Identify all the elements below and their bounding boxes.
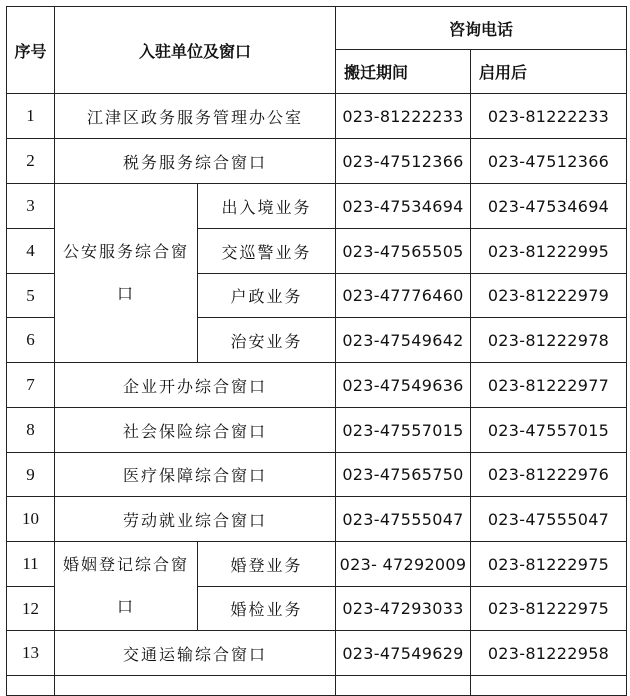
phone-before: 023-47776460	[336, 274, 471, 318]
phone-before: 023-47565750	[336, 453, 471, 497]
header-seq: 序号	[7, 7, 55, 94]
table-row	[7, 631, 627, 676]
header-phone: 咨询电话	[336, 7, 627, 50]
sub-unit: 婚登业务	[198, 542, 336, 587]
sub-unit: 出入境业务	[198, 184, 336, 229]
table-row	[7, 139, 627, 184]
header-before: 搬迁期间	[336, 50, 471, 94]
phone-after: 023-81222978	[471, 318, 627, 363]
table-row	[7, 497, 627, 542]
phone-after: 023-81222979	[471, 274, 627, 318]
row-number: 8	[7, 408, 55, 453]
contact-table	[6, 6, 627, 696]
header-after: 启用后	[471, 50, 627, 94]
row-number: 7	[7, 363, 55, 408]
group-marriage: 婚姻登记综合窗口	[55, 542, 198, 631]
phone-before: 023-47549636	[336, 363, 471, 408]
row-number: 2	[7, 139, 55, 184]
phone-before: 023-47549629	[336, 631, 471, 676]
table-row	[7, 94, 627, 139]
sub-unit: 户政业务	[198, 274, 336, 318]
sub-unit: 婚检业务	[198, 587, 336, 631]
unit-name: 社会保险综合窗口	[55, 408, 336, 453]
phone-after: 023-81222977	[471, 363, 627, 408]
phone-after: 023-47512366	[471, 139, 627, 184]
row-number: 9	[7, 453, 55, 497]
row-number: 11	[7, 542, 55, 587]
unit-name: 医疗保障综合窗口	[55, 453, 336, 497]
row-number: 5	[7, 274, 55, 318]
phone-before: 023-47555047	[336, 497, 471, 542]
phone-after: 023-47557015	[471, 408, 627, 453]
phone-after: 023-81222958	[471, 631, 627, 676]
row-number: 3	[7, 184, 55, 229]
phone-after: 023-81222233	[471, 94, 627, 139]
unit-name: 企业开办综合窗口	[55, 363, 336, 408]
phone-after: 023-81222975	[471, 587, 627, 631]
row-number: 13	[7, 631, 55, 676]
phone-before: 023-47293033	[336, 587, 471, 631]
phone-before: 023-47557015	[336, 408, 471, 453]
phone-after: 023-47555047	[471, 497, 627, 542]
phone-before: 023- 47292009	[336, 542, 471, 587]
phone-before: 023-47534694	[336, 184, 471, 229]
row-number: 4	[7, 229, 55, 274]
table-row	[7, 542, 627, 587]
phone-before: 023-47549642	[336, 318, 471, 363]
phone-after: 023-81222975	[471, 542, 627, 587]
sub-unit: 交巡警业务	[198, 229, 336, 274]
row-number: 1	[7, 94, 55, 139]
phone-after: 023-81222995	[471, 229, 627, 274]
group-police: 公安服务综合窗口	[55, 184, 198, 363]
table-row	[7, 363, 627, 408]
sub-unit: 治安业务	[198, 318, 336, 363]
phone-before: 023-47565505	[336, 229, 471, 274]
unit-name: 江津区政务服务管理办公室	[55, 94, 336, 139]
row-number: 12	[7, 587, 55, 631]
row-number: 6	[7, 318, 55, 363]
unit-name: 交通运输综合窗口	[55, 631, 336, 676]
phone-after: 023-81222976	[471, 453, 627, 497]
header-unit: 入驻单位及窗口	[55, 7, 336, 94]
row-number: 10	[7, 497, 55, 542]
table-row	[7, 453, 627, 497]
unit-name: 劳动就业综合窗口	[55, 497, 336, 542]
phone-before: 023-47512366	[336, 139, 471, 184]
phone-before: 023-81222233	[336, 94, 471, 139]
phone-after: 023-47534694	[471, 184, 627, 229]
table-row	[7, 408, 627, 453]
unit-name: 税务服务综合窗口	[55, 139, 336, 184]
table-row	[7, 184, 627, 229]
table-row-partial	[7, 676, 627, 696]
